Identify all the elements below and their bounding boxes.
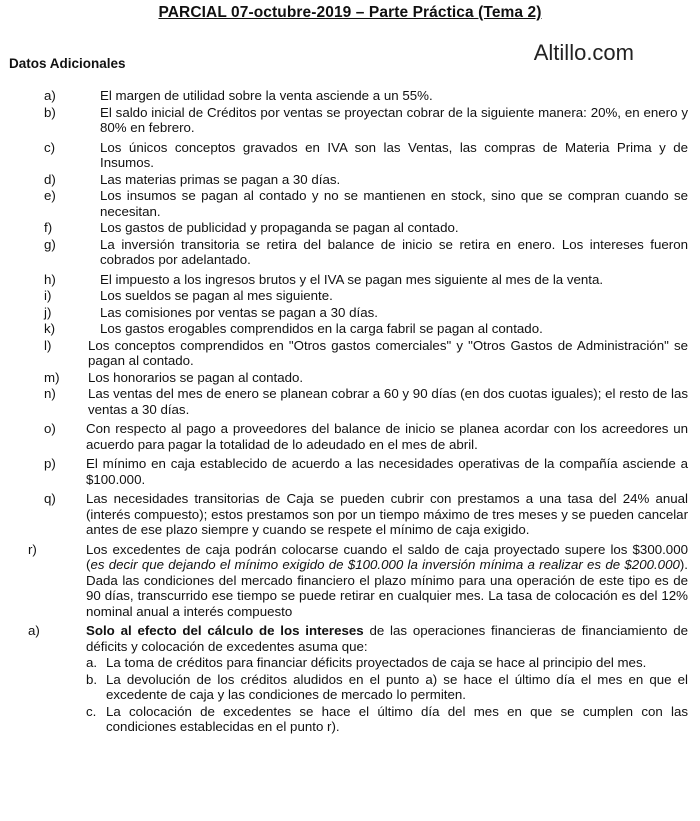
list-item xyxy=(0,491,700,538)
item-text: Los gastos de publicidad y propaganda se pagan al contado. xyxy=(100,220,459,235)
item-text-part: Los excedentes de caja podrán colocarse cuando el saldo de caja proyectado supere los $300.000 ( xyxy=(86,541,688,572)
item-text: El saldo inicial de Créditos por ventas se proyectan cobrar de la siguiente manera: 20%, en enero y 80% en febrero. xyxy=(100,104,688,135)
list-item xyxy=(0,321,700,337)
list-item xyxy=(0,105,700,136)
item-text: Las materias primas se pagan a 30 días. xyxy=(100,171,341,187)
list-item-r xyxy=(0,542,700,620)
item-marker: j) xyxy=(44,304,52,320)
item-marker: d) xyxy=(44,171,56,187)
list-item xyxy=(0,272,700,288)
sub-item-marker: c. xyxy=(86,703,97,719)
item-text xyxy=(86,623,688,654)
list-item xyxy=(0,140,700,171)
item-text: Las ventas del mes de enero se planean cobrar a 60 y 90 días (en dos cuotas iguales); el resto de las ventas a 30 días. xyxy=(88,386,688,417)
list-item xyxy=(0,172,700,188)
item-marker: q) xyxy=(44,491,56,506)
sub-item-text: La toma de créditos para financiar déficits proyectados de caja se hace al principio del mes. xyxy=(106,655,647,670)
list-item xyxy=(0,386,700,417)
list-item xyxy=(0,305,700,321)
item-marker: a) xyxy=(28,623,40,638)
list-item xyxy=(0,456,700,487)
sub-item-text: La devolución de los créditos aludidos en el punto a) se hace el último día el mes en que el excedente de caja y las condiciones de mercado lo permiten. xyxy=(106,671,688,702)
item-marker: r) xyxy=(28,541,37,557)
sub-item-marker: a. xyxy=(86,655,98,670)
list-item xyxy=(0,237,700,268)
item-text: El margen de utilidad sobre la venta asciende a un 55%. xyxy=(100,88,433,103)
item-text: Los insumos se pagan al contado y no se mantienen en stock, sino que se compran cuando se necesitan. xyxy=(100,188,688,219)
list-item xyxy=(0,188,700,219)
list-item xyxy=(0,220,700,236)
item-list xyxy=(0,88,700,736)
item-text: Con respecto al pago a proveedores del balance de inicio se planea acordar con los acreedores un acuerdo para pagar la totalidad de lo adeudado en el mes de abril. xyxy=(86,421,688,452)
item-text: El impuesto a los ingresos brutos y el IVA se pagan mes siguiente al mes de la venta. xyxy=(100,271,604,287)
list-item xyxy=(0,338,700,369)
item-marker: f) xyxy=(44,220,53,235)
item-marker: h) xyxy=(44,271,56,287)
item-text: Los gastos erogables comprendidos en la carga fabril se pagan al contado. xyxy=(100,321,543,336)
sub-item xyxy=(86,655,688,671)
item-text: Las comisiones por ventas se pagan a 30 días. xyxy=(100,304,378,320)
list-item-final xyxy=(0,623,700,654)
item-marker: o) xyxy=(44,421,56,436)
item-marker: n) xyxy=(44,386,56,401)
item-marker: l) xyxy=(44,337,52,353)
sub-item xyxy=(86,704,688,735)
list-item xyxy=(0,421,700,452)
item-text: El mínimo en caja establecido de acuerdo a las necesidades operativas de la compañía asciende a $100.000. xyxy=(86,456,688,487)
item-text: Los únicos conceptos gravados en IVA son las Ventas, las compras de Materia Prima y de Insumos. xyxy=(100,139,688,170)
list-item xyxy=(0,88,700,104)
item-text-part: de las operaciones financieras de financiamiento de déficits y colocación de excedentes asuma que: xyxy=(86,623,689,654)
item-marker: c) xyxy=(44,139,56,155)
item-marker: i) xyxy=(44,288,52,303)
item-text: Los sueldos se pagan al mes siguiente. xyxy=(100,288,333,303)
page-title: PARCIAL 07-octubre-2019 – Parte Práctica (Tema 2) xyxy=(158,4,542,21)
watermark: Altillo.com xyxy=(533,40,634,65)
item-text-italic: es decir que dejando el mínimo exigido de $100.000 la inversión mínima a realizar es de $200.000 xyxy=(90,557,680,572)
sub-item xyxy=(86,672,688,703)
item-text-bold: Solo al efecto del cálculo de los intereses xyxy=(86,623,364,638)
section-title: Datos Adicionales xyxy=(9,56,126,71)
sub-item-marker: b. xyxy=(86,671,98,687)
item-text: Las necesidades transitorias de Caja se pueden cubrir con prestamos a una tasa del 24% anual (interés compuesto); estos prestamos son por un tiempo máximo de tres meses y se pueden cancelar antes de ese plazo siempre y cuando se respete el mínimo de caja exigido. xyxy=(86,491,688,537)
item-text-part: ). Dada las condiciones del mercado financiero el plazo mínimo para una operación de este tipo es de 90 días, transcurrido ese tiempo se puede retirar en cualquier mes. La tasa de colocación es del 12% nominal anual a interés compuesto xyxy=(86,557,688,619)
item-text: Los honorarios se pagan al contado. xyxy=(88,369,304,385)
item-marker: e) xyxy=(44,188,56,203)
item-text: Los conceptos comprendidos en "Otros gastos comerciales" y "Otros Gastos de Administración" se pagan al contado. xyxy=(88,337,688,368)
list-item xyxy=(0,370,700,386)
item-marker: k) xyxy=(44,321,56,336)
item-marker: b) xyxy=(44,104,56,120)
item-text: La inversión transitoria se retira del balance de inicio se retira en enero. Los intereses fueron cobrados por adelantado. xyxy=(100,236,688,267)
list-item xyxy=(0,288,700,304)
item-marker: m) xyxy=(44,369,60,385)
item-marker: p) xyxy=(44,456,56,471)
item-marker: g) xyxy=(44,236,56,252)
sub-item-text: La colocación de excedentes se hace el último día del mes en que se cumplen con las condiciones establecidas en el punto r). xyxy=(106,703,688,734)
item-text xyxy=(86,542,688,620)
item-marker: a) xyxy=(44,88,56,103)
